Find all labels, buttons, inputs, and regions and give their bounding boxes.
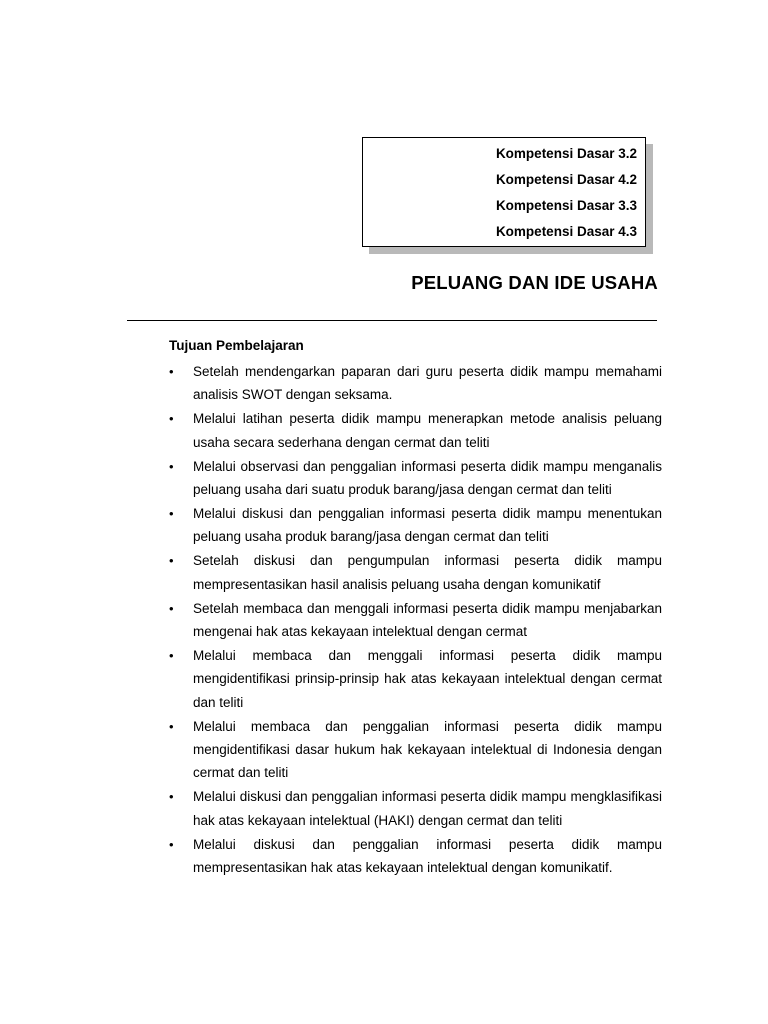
competency-item: Kompetensi Dasar 4.3 bbox=[495, 224, 637, 239]
objective-text: Melalui membaca dan menggali informasi peserta didik mampu mengidentifikasi prinsip-prinsip hak atas kekayaan intelektual dengan cermat dan teliti bbox=[193, 647, 662, 710]
objective-item bbox=[169, 597, 662, 644]
competency-item: Kompetensi Dasar 3.2 bbox=[495, 146, 637, 161]
objective-text: Melalui observasi dan penggalian informasi peserta didik mampu menganalis peluang usaha dari suatu produk barang/jasa dengan cermat dan teliti bbox=[193, 458, 662, 498]
objective-text: Melalui membaca dan penggalian informasi peserta didik mampu mengidentifikasi dasar hukum hak kekayaan intelektual di Indonesia dengan cermat dan teliti bbox=[193, 718, 662, 781]
bullet-icon: • bbox=[169, 364, 174, 379]
bullet-icon: • bbox=[169, 718, 174, 734]
objective-item bbox=[169, 455, 662, 502]
bullet-icon: • bbox=[169, 647, 174, 663]
objective-item bbox=[169, 715, 662, 785]
bullet-icon: • bbox=[169, 553, 174, 569]
bullet-icon: • bbox=[169, 411, 174, 427]
objective-text: Melalui latihan peserta didik mampu menerapkan metode analisis peluang usaha secara sederhana dengan cermat dan teliti bbox=[193, 411, 662, 450]
objective-item bbox=[169, 549, 662, 596]
competency-item: Kompetensi Dasar 3.3 bbox=[495, 198, 637, 213]
bullet-icon: • bbox=[169, 600, 174, 616]
objective-item bbox=[169, 360, 662, 407]
competency-item: Kompetensi Dasar 4.2 bbox=[495, 172, 637, 187]
competency-box bbox=[362, 137, 646, 247]
objectives-heading: Tujuan Pembelajaran bbox=[169, 338, 304, 353]
objective-text: Melalui diskusi dan penggalian informasi peserta didik mampu mengklasifikasi hak atas kekayaan intelektual (HAKI) dengan cermat dan teliti bbox=[193, 789, 662, 828]
objective-text: Melalui diskusi dan penggalian informasi peserta didik mampu menentukan peluang usaha produk barang/jasa dengan cermat dan teliti bbox=[193, 505, 662, 545]
bullet-icon: • bbox=[169, 505, 174, 521]
competency-list bbox=[496, 141, 637, 245]
objective-text: Melalui diskusi dan penggalian informasi peserta didik mampu mempresentasikan hak atas kekayaan intelektual dengan komunikatif. bbox=[193, 836, 662, 876]
objective-item bbox=[169, 644, 662, 714]
objective-item bbox=[169, 407, 662, 454]
objective-text: Setelah mendengarkan paparan dari guru peserta didik mampu memahami analisis SWOT dengan seksama. bbox=[193, 364, 662, 403]
bullet-icon: • bbox=[169, 789, 174, 805]
objective-text: Setelah diskusi dan pengumpulan informasi peserta didik mampu mempresentasikan hasil analisis peluang usaha dengan komunikatif bbox=[193, 553, 662, 592]
objective-item bbox=[169, 502, 662, 549]
title-divider bbox=[127, 320, 657, 321]
objective-text: Setelah membaca dan menggali informasi peserta didik mampu menjabarkan mengenai hak atas kekayaan intelektual dengan cermat bbox=[193, 600, 662, 639]
objective-item bbox=[169, 785, 662, 832]
objective-item bbox=[169, 833, 662, 880]
bullet-icon: • bbox=[169, 836, 174, 852]
objectives-list bbox=[169, 360, 662, 880]
bullet-icon: • bbox=[169, 458, 174, 474]
chapter-title: PELUANG DAN IDE USAHA bbox=[411, 272, 658, 293]
